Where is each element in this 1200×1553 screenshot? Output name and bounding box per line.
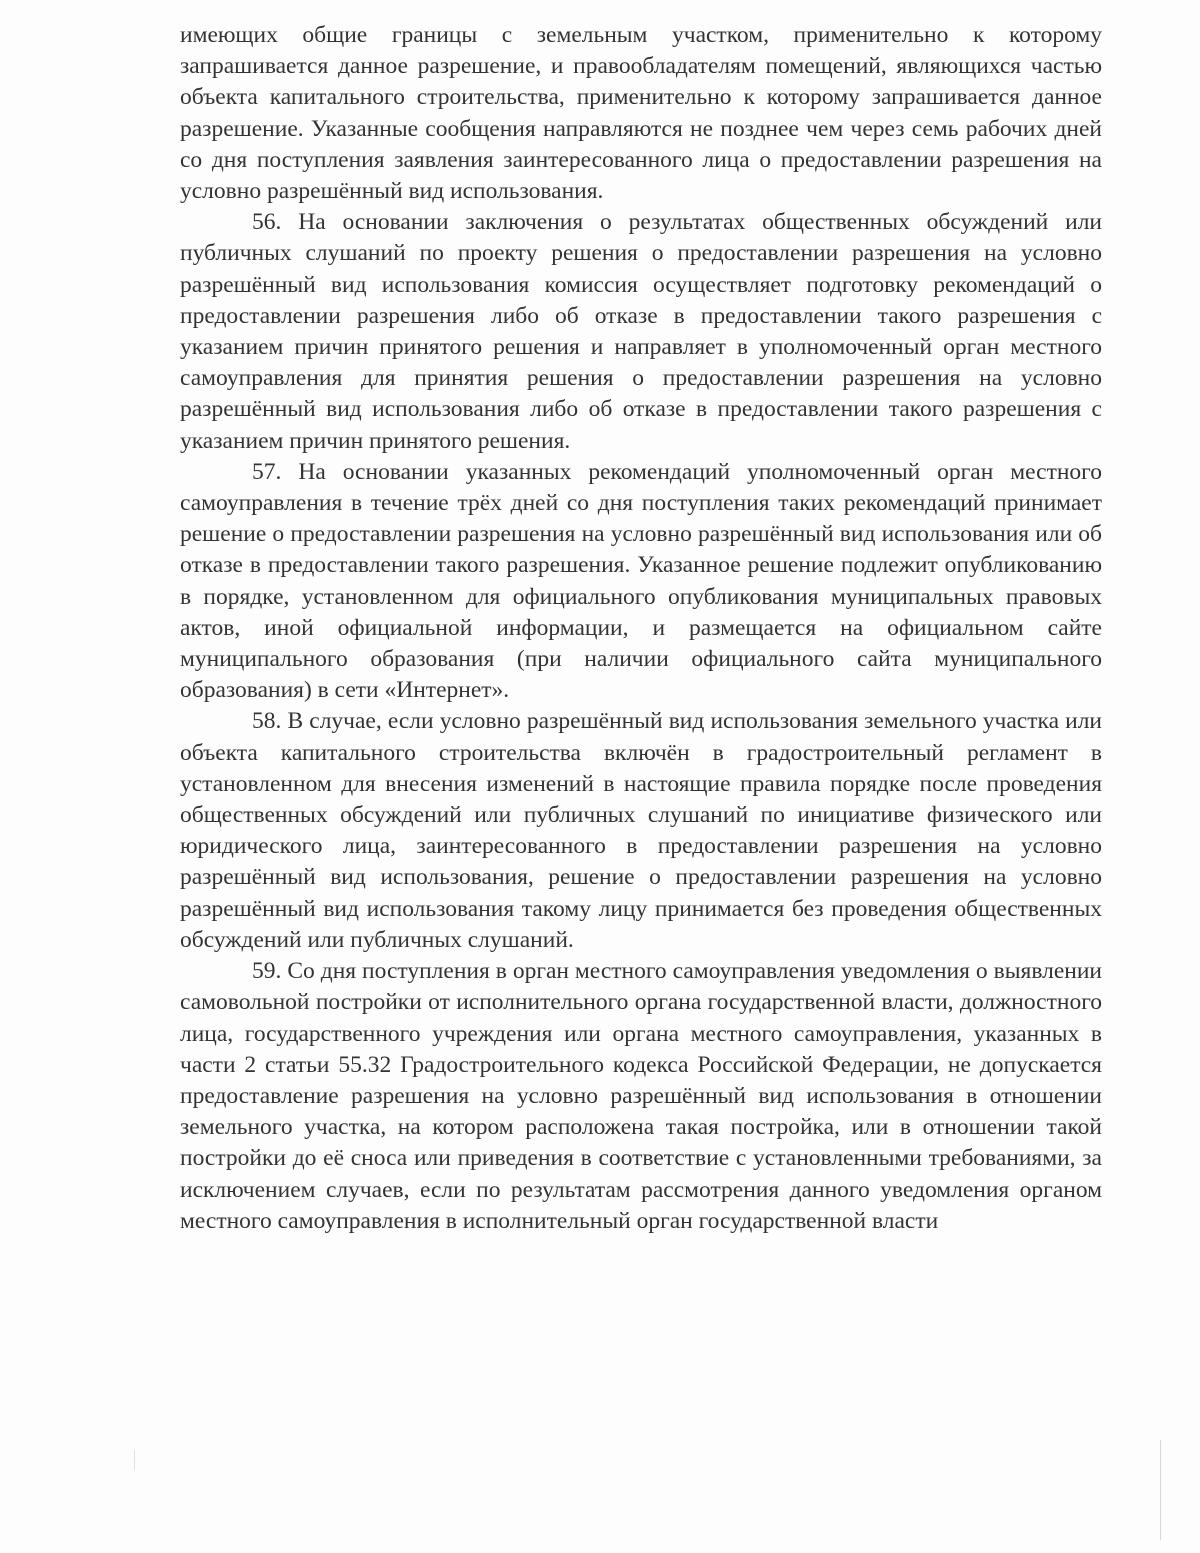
paragraph-item-59: 59. Со дня поступления в орган местного самоуправления уведомления о выявлении самовольной постройки от исполнительного органа государственной власти, должностного лица, государственного учреждения или органа местного самоуправления, указанных в части 2 статьи 55.32 Градостроительного кодекса Российской Федерации, не допускается предоставление разрешения на условно разрешённый вид использования в отношении земельного участка, на котором расположена такая постройка, или в отношении такой постройки до её сноса или приведения в соответствие с установленными требованиями, за исключением случаев, если по результатам рассмотрения данного уведомления органом местного самоуправления в исполнительный орган государственной власти [180, 958, 1102, 1234]
scan-edge-mark [134, 1450, 135, 1470]
scan-edge-line [1160, 1440, 1161, 1540]
document-body [180, 20, 1102, 1237]
paragraph-item-57: 57. На основании указанных рекомендаций уполномоченный орган местного самоуправления в течение трёх дней со дня поступления таких рекомендаций принимает решение о предоставлении разрешения на условно разрешённый вид использования или об отказе в предоставлении такого разрешения. Указанное решение подлежит опубликованию в порядке, установленном для официального опубликования муниципальных правовых актов, иной официальной информации, и размещается на официальном сайте муниципального образования (при наличии официального сайта муниципального образования) в сети «Интернет». [180, 458, 1102, 704]
paragraph-item-56: 56. На основании заключения о результатах общественных обсуждений или публичных слушаний по проекту решения о предоставлении разрешения на условно разрешённый вид использования комиссия осуществляет подготовку рекомендаций о предоставлении разрешения либо об отказе в предоставлении такого разрешения с указанием причин принятого решения и направляет в уполномоченный орган местного самоуправления для принятия решения о предоставлении разрешения на условно разрешённый вид использования либо об отказе в предоставлении такого разрешения с указанием причин принятого решения. [180, 209, 1102, 454]
paragraph-item-58: 58. В случае, если условно разрешённый вид использования земельного участка или объекта капитального строительства включён в градостроительный регламент в установленном для внесения изменений в настоящие правила порядке после проведения общественных обсуждений или публичных слушаний по инициативе физического или юридического лица, заинтересованного в предоставлении разрешения на условно разрешённый вид использования, решение о предоставлении разрешения на условно разрешённый вид использования такому лицу принимается без проведения общественных обсуждений или публичных слушаний. [180, 708, 1102, 953]
paragraph-continuation: имеющих общие границы с земельным участком, применительно к которому запрашивается данное разрешение, и правообладателям помещений, являющихся частью объекта капитального строительства, применительно к которому запрашивается данное разрешение. Указанные сообщения направляются не позднее чем через семь рабочих дней со дня поступления заявления заинтересованного лица о предоставлении разрешения на условно разрешённый вид использования. [180, 22, 1102, 205]
